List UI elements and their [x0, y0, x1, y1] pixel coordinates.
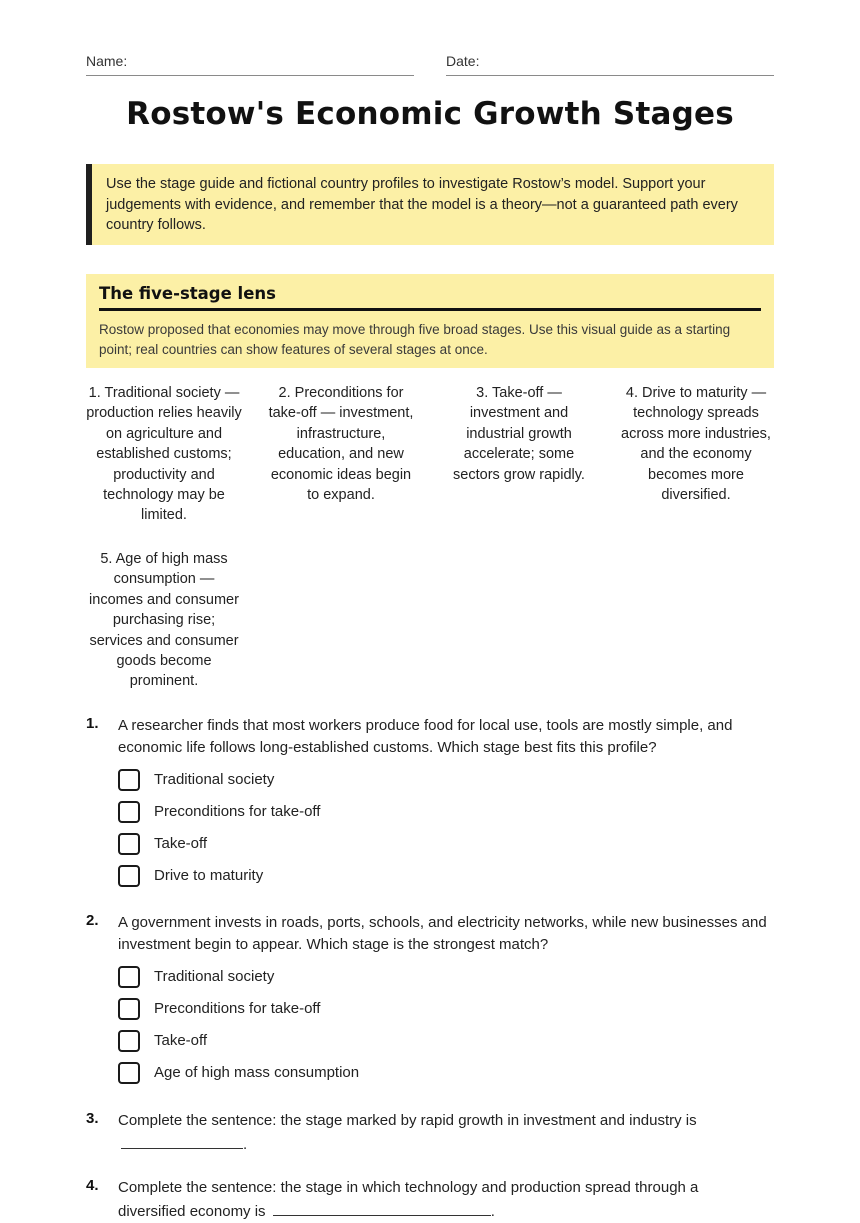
question-prompt: Complete the sentence: the stage marked by rapid growth in investment and industry is: [118, 1112, 697, 1129]
lens-text: Rostow proposed that economies may move through five broad stages. Use this visual guide as a starting point; real countries can show features of several stages at once.: [99, 322, 731, 357]
checkbox-icon[interactable]: [118, 998, 140, 1020]
fill-in-blank[interactable]: [273, 1199, 491, 1216]
question-number: 2.: [86, 912, 99, 929]
checkbox-icon[interactable]: [118, 769, 140, 791]
checkbox-icon[interactable]: [118, 966, 140, 988]
instructions-callout: Use the stage guide and fictional country profiles to investigate Rostow’s model. Support your judgements with evidence, and remember that the model is a theory—not a guaranteed path every country follows.: [86, 164, 774, 245]
option-label: Take-off: [154, 835, 208, 852]
option-label: Traditional society: [154, 771, 275, 788]
stage-card-2: 2. Preconditions for take-off — investment, infrastructure, education, and new economic ideas begin to expand.: [268, 385, 414, 504]
question-text: [118, 1177, 768, 1223]
question-number: 1.: [86, 715, 99, 732]
checkbox-icon[interactable]: [118, 833, 140, 855]
question-number: 4.: [86, 1177, 99, 1194]
option-label: Preconditions for take-off: [154, 803, 321, 820]
lens-title: The five-stage lens: [99, 284, 761, 311]
checkbox-icon[interactable]: [118, 1062, 140, 1084]
question-text: [118, 1110, 768, 1156]
question-prompt: Complete the sentence: the stage in which technology and production spread through a diversified economy is: [118, 1179, 699, 1220]
name-label: Name:: [86, 53, 128, 69]
page-title: Rostow's Economic Growth Stages: [126, 96, 734, 132]
name-field[interactable]: [86, 53, 414, 76]
option-label: Age of high mass consumption: [154, 1064, 360, 1081]
stage-card-3: 3. Take-off — investment and industrial growth accelerate; some sectors grow rapidly.: [453, 385, 585, 483]
checkbox-icon[interactable]: [118, 1030, 140, 1052]
option-label: Drive to maturity: [154, 867, 264, 884]
header-fields: [86, 53, 774, 77]
stage-card-5: 5. Age of high mass consumption — incomes and consumer purchasing rise; services and consumer goods become prominent.: [89, 551, 239, 690]
lens-section: [86, 274, 774, 368]
checkbox-icon[interactable]: [118, 865, 140, 887]
date-label: Date:: [446, 53, 480, 69]
sentence-end: .: [243, 1136, 248, 1153]
stage-card-4: 4. Drive to maturity — technology spreads across more industries, and the economy becomes more diversified.: [621, 385, 771, 504]
checkbox-icon[interactable]: [118, 801, 140, 823]
option-label: Take-off: [154, 1032, 208, 1049]
sentence-end: .: [490, 1203, 495, 1220]
date-field[interactable]: [446, 53, 774, 76]
option-label: Preconditions for take-off: [154, 1000, 321, 1017]
question-number: 3.: [86, 1110, 99, 1127]
fill-in-blank[interactable]: [121, 1132, 243, 1149]
stage-card-1: 1. Traditional society — production relies heavily on agriculture and established customs; productivity and technology may be limited.: [86, 385, 242, 524]
option-label: Traditional society: [154, 968, 275, 985]
question-text: A researcher finds that most workers produce food for local use, tools are mostly simple, and economic life follows long-established customs. Which stage best fits this profile?: [118, 717, 733, 756]
question-text: A government invests in roads, ports, schools, and electricity networks, while new businesses and investment begin to appear. Which stage is the strongest match?: [118, 914, 767, 953]
